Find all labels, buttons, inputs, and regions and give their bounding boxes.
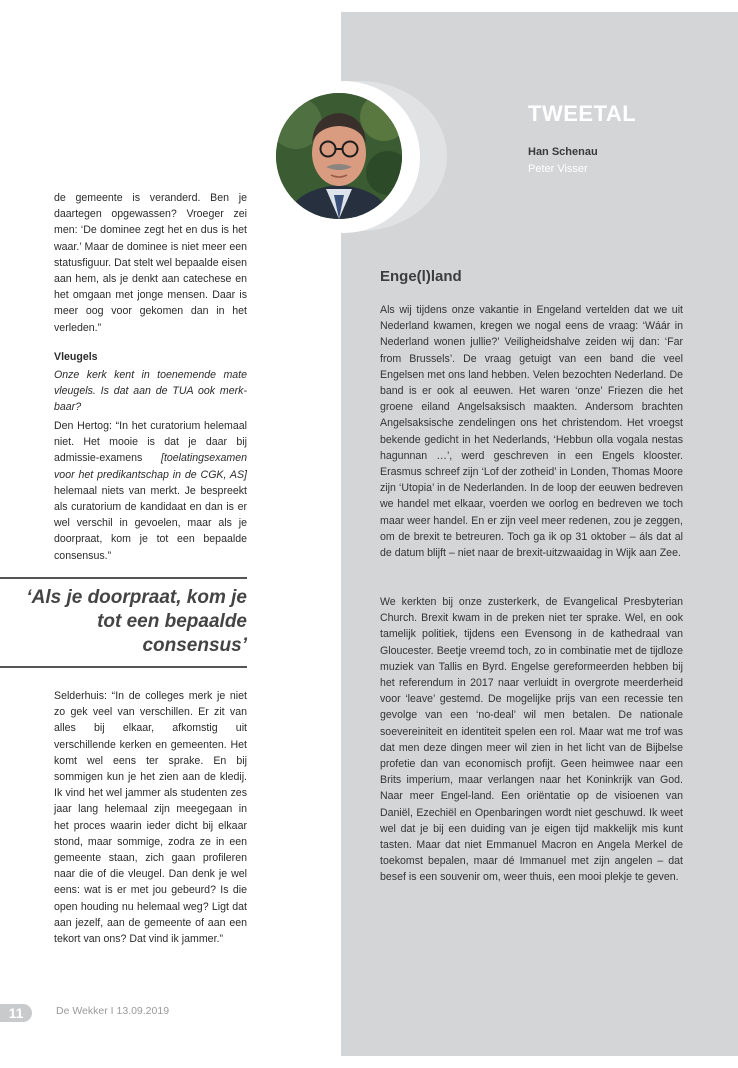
interview-editor-note: [toelatingsexamen voor het predikantschap in de CGK, AS] bbox=[54, 452, 247, 481]
author-portrait-photo bbox=[276, 93, 402, 219]
article-paragraph: Als wij tijdens onze vakantie in Engeland vertelden dat we uit Nederland kwamen, kregen we nogal eens de vraag: ‘Wáár in Nederland wonen jullie?’ Veiligheidshalve zeiden wij dan: ‘Far from Brussels’. De vraag getuigt van een band die veel Engelsen met ons land hebben. Velen bezochten Nederland. De band is er ook al eeuwen. Het waren ‘onze’ Friezen die het groene eiland Angelsaksisch maakten. Andersom brachten Angelsaksische zendelingen ons het christendom. Het vroegst bekende gedicht in het Nederlands, ‘Hebbun olla vogala nestas hagunnan …’, werd geschreven in een Engels klooster. Erasmus schreef zijn ‘Lof der zotheid’ in Londen, Thomas Moore zijn ‘Utopia’ in de Nederlanden. In de loop der eeuwen bedreven we handel met elkaar, voerden we oorlog en bedreven we toch maar weer handel. En er zijn veel meer redenen, zou je zeggen, om de brexit te betreuren. Toch ga ik op 31 oktober – áls dat al de datum blijft – niet naar de brexit-uitzwaaidag in Wijk aan Zee. bbox=[380, 304, 683, 560]
author-name-primary: Han Schenau bbox=[528, 146, 598, 158]
pull-quote-top-rule bbox=[0, 577, 247, 579]
interview-question: Onze kerk kent in toenemende mate vleugels. Is dat aan de TUA ook merk-baar? bbox=[54, 369, 247, 414]
article-paragraph: We kerkten bij onze zusterkerk, de Evangelical Presbyterian Church. Brexit kwam in de preken niet ter sprake. Wel, en ook tamelijk politiek, tijdens een Evensong in de kathedraal van Gloucester. Beetje vreemd toch, zo in combinatie met de tijdloze muziek van Tallis en Byrd. Engelse gereformeerden hebben bij het referendum in 2017 naar verluidt in overgrote meerderheid voor ‘leave’ gestemd. De mogelijke prijs van een recessie ten gevolge van een ‘no-deal’ wil men betalen. De nationale soevereiniteit en identiteit spelen een rol. Maar wat me trof was dat men deze dingen meer wil zien in het licht van de Bijbelse profetie dan van economisch profijt. Geen heimwee naar een Brits imperium, maar verlangen naar het Koninkrijk van God. Naar meer Engel-land. Een oriëntatie op de visioenen van Daniël, Ezechiël en Openbaringen wordt niet geschuwd. Ik weet wel dat je bij een duiding van je eigen tijd makkelijk mis kunt tasten. Maar dat niet Emmanuel Macron en Angela Merkel de toekomst bepalen, maar dé Immanuel met zijn angelen – dat besef is een souvenir om, weer thuis, een mooi plekje te geven. bbox=[380, 596, 683, 884]
column-label: TWEETAL bbox=[528, 101, 637, 126]
interview-paragraph: de gemeente is veranderd. Ben je daartegen opgewassen? Vroeger zei men: ‘De dominee zegt het en dus is het waar.’ Maar de dominee is niet meer een statusfiguur. Dat stelt wel bepaalde eisen aan hem, als je denkt aan catechese en het omgaan met jonge mensen. Daar is meer oog voor gekomen dan in het verleden.” bbox=[54, 192, 247, 334]
interview-subheading: Vleugels bbox=[54, 351, 98, 363]
page-number: 11 bbox=[0, 1004, 32, 1022]
interview-text: Den Hertog: “In het curatorium helemaal niet. Het mooie is dat je daar bij admissie-examens bbox=[54, 420, 247, 465]
pull-quote-bottom-rule bbox=[0, 666, 247, 668]
interview-paragraph bbox=[54, 418, 247, 564]
pull-quote: ‘Als je doorpraat, kom je tot een bepaalde consensus’ bbox=[26, 587, 247, 656]
interview-paragraph: Selderhuis: “In de colleges merk je niet zo gek veel van verschillen. Er zit van alles bij elkaar, afkomstig uit verschillende kerken en gemeenten. Het komt wel eens ter sprake. En bij sommigen kun je het zien aan de kledij. Ik vind het wel jammer als studenten zes jaar lang helemaal zijn meegegaan in het proces waarin ieder dicht bij elkaar stond, maar sommige, zodra ze in een gemeente staan, zich gaan profileren naar die of die vleugel. Dan denk je wel eens: wat is er met jou gebeurd? Is die open houding nu helemaal weg? Ligt dat aan jezelf, aan de gemeente of aan een tekort van ons? Dat vind ik jammer.” bbox=[54, 690, 247, 946]
author-name-secondary: Peter Visser bbox=[528, 163, 588, 175]
footer-publication: De Wekker I 13.09.2019 bbox=[56, 1005, 170, 1017]
interview-text: helemaal niets van merkt. Je bespreekt als curatorium de kandidaat en dan is er wel verschil in gevoelen, maar als je doorpraat, kom je tot een bepaalde consensus.” bbox=[54, 484, 247, 562]
article-heading: Enge(l)land bbox=[380, 268, 462, 285]
